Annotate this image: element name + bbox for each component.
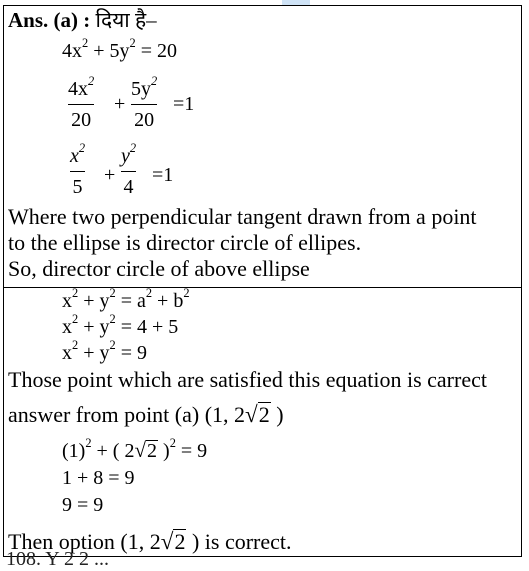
verify-sum: 1 + 8 = 9 (62, 467, 135, 489)
next-question-cut-off (0, 548, 529, 570)
solution-box-director-circle (3, 287, 522, 557)
director-circle-general: $x^2 + y^2 = a^2 + b^2$ (62, 286, 190, 312)
plus-sign: + (104, 164, 116, 186)
answer-label: Ans. (a) : (8, 8, 91, 32)
director-circle-final: $x^2 + y^2 = 9$ (62, 338, 147, 364)
plus-sign: + (114, 93, 126, 115)
equals-one: =1 (152, 164, 174, 186)
equals-one: =1 (173, 93, 195, 115)
verify-substitution: $(1)^2$ + ( 2√2 )$^2$ = 9 (62, 436, 208, 462)
explanation-line-1: Where two perpendicular tangent drawn from a point (8, 204, 477, 229)
explanation-line-2: to the ellipse is director circle of ellipes. (8, 230, 362, 255)
conclusion-line: Then option (1, 2√2 ) is correct. (8, 528, 292, 554)
verify-result: 9 = 9 (62, 494, 104, 516)
fraction-y2-over-4: $y^2$ 4 (121, 141, 137, 198)
point-check-line-2: answer from point (a) (1, 2√2 ) (8, 401, 284, 427)
explanation-line-3: So, director circle of above ellipse (8, 256, 310, 281)
point-check-line-1: Those point which are satisfied this equation is carrect (8, 367, 487, 392)
director-circle-substituted: $x^2 + y^2 = 4 + 5$ (62, 312, 179, 338)
equation-given: $4x^2 + 5y^2 = 20$ (62, 36, 177, 62)
answer-heading (8, 10, 157, 31)
hindi-given-text: दिया है– (95, 8, 157, 32)
solution-box-given (3, 5, 522, 288)
fraction-4x2-over-20: $4x^2$ 20 (68, 74, 95, 131)
next-question-partial-text: 108. Y 2 2 ... (6, 548, 109, 570)
fraction-x2-over-5: $x^2$ 5 (70, 141, 86, 198)
fraction-5y2-over-20: $5y^2$ 20 (131, 74, 158, 131)
